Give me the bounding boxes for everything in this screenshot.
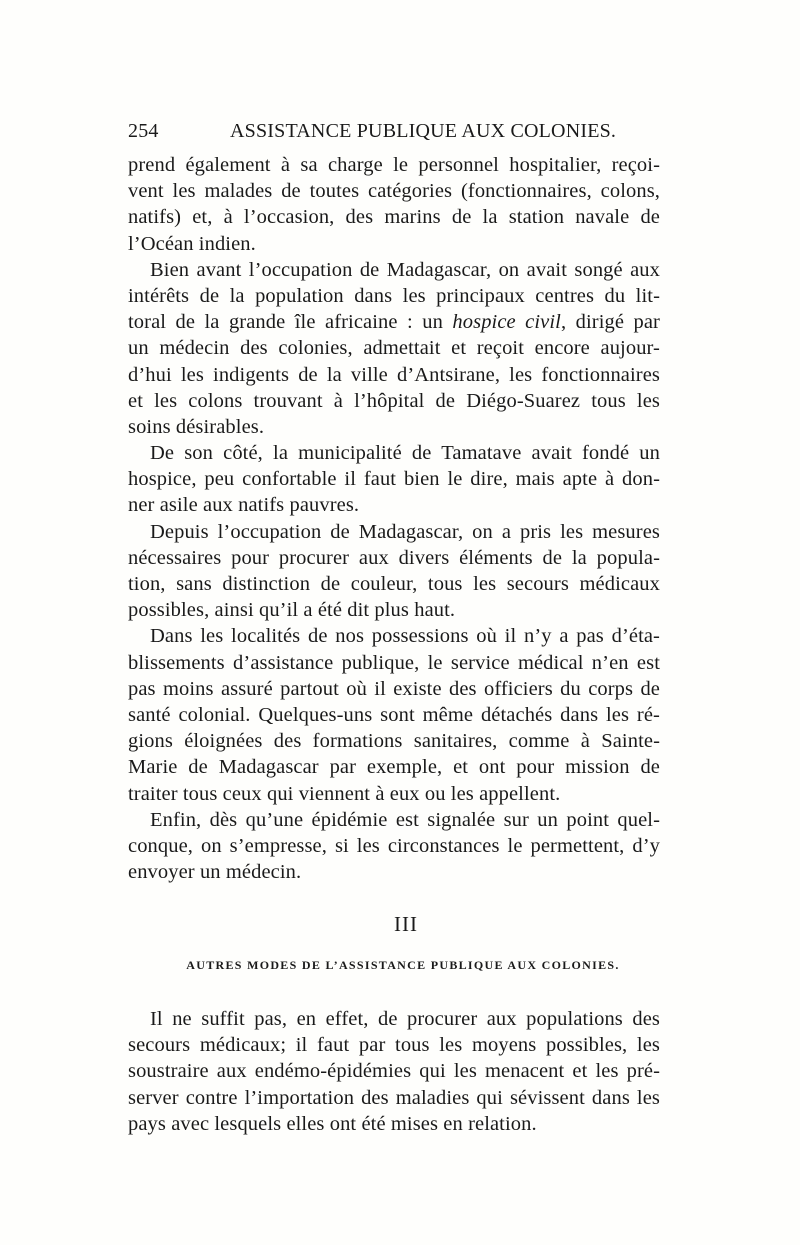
text-line: De son côté, la municipalité de Tamatave avait fondé un (150, 442, 660, 465)
text-line: Dans les localités de nos possessions où il n’y a pas d’éta- (150, 625, 660, 648)
text-line: soins désirables. (128, 415, 265, 438)
text-line: tion, sans distinction de couleur, tous les secours médicaux (128, 573, 660, 595)
text-line: gions éloignées des formations sanitaires, comme à Sainte- (128, 730, 660, 753)
text-line: Depuis l’occupation de Madagascar, on a pris les mesures (150, 520, 660, 543)
text-segment: , dirigé par (560, 311, 660, 334)
text-line: prend également à sa charge le personnel hospitalier, reçoi- (128, 154, 660, 176)
text-line: d’hui les indigents de la ville d’Antsirane, les fonctionnaires (128, 363, 660, 386)
text-line: conque, on s’empresse, si les circonstances le permettent, d’y (128, 834, 660, 857)
text-line (128, 309, 660, 335)
text-line: Il ne suffit pas, en effet, de procurer aux populations des (150, 1008, 660, 1030)
text-line: server contre l’importation des maladies qui sévissent dans les (128, 1086, 660, 1109)
body-text (128, 152, 660, 885)
text-line: hospice, peu confortable il faut bien le dire, mais apte à don- (128, 468, 660, 491)
text-line: traiter tous ceux qui viennent à eux ou les appellent. (128, 782, 561, 805)
text-line: pays avec lesquels elles ont été mises en relation. (128, 1112, 537, 1135)
running-head (128, 120, 668, 146)
text-line: ner asile aux natifs pauvres. (128, 494, 360, 517)
text-line: nécessaires pour procurer aux divers éléments de la popula- (128, 546, 660, 569)
text-line: un médecin des colonies, admettait et reçoit encore aujour- (128, 337, 660, 360)
text-line: pas moins assuré partout où il existe des officiers du corps de (128, 677, 660, 700)
text-line: envoyer un médecin. (128, 861, 302, 884)
running-title: ASSISTANCE PUBLIQUE AUX COLONIES. (230, 120, 617, 142)
text-line: secours médicaux; il faut par tous les moyens possibles, les (128, 1034, 660, 1057)
italic-term: hospice civil (452, 311, 561, 334)
text-line: soustraire aux endémo-épidémies qui les menacent et les pré- (128, 1060, 660, 1083)
section-number: III (394, 912, 418, 936)
page-number: 254 (128, 120, 159, 142)
text-line: et les colons trouvant à l’hôpital de Diégo-Suarez tous les (128, 389, 660, 412)
text-line: blissements d’assistance publique, le service médical n’en est (128, 651, 660, 674)
text-line: l’Océan indien. (128, 232, 256, 255)
text-line: vent les malades de toutes catégories (fonctionnaires, colons, (128, 180, 660, 203)
text-line: natifs) et, à l’occasion, des marins de la station navale de (128, 206, 660, 229)
text-line: santé colonial. Quelques-uns sont même détachés dans les ré- (128, 703, 660, 726)
text-line: Enfin, dès qu’une épidémie est signalée sur un point quel- (150, 808, 660, 831)
section-title: AUTRES MODES DE L’ASSISTANCE PUBLIQUE AUX COLONIES. (186, 958, 620, 972)
text-line: possibles, ainsi qu’il a été dit plus haut. (128, 599, 456, 622)
text-line: intérêts de la population dans les principaux centres du lit- (128, 284, 660, 307)
text-line: Bien avant l’occupation de Madagascar, on avait songé aux (150, 258, 660, 281)
body-text-continued (128, 1006, 660, 1137)
text-segment: toral de la grande île africaine : un (128, 311, 443, 334)
text-line: Marie de Madagascar par exemple, et ont pour mission de (128, 756, 660, 779)
